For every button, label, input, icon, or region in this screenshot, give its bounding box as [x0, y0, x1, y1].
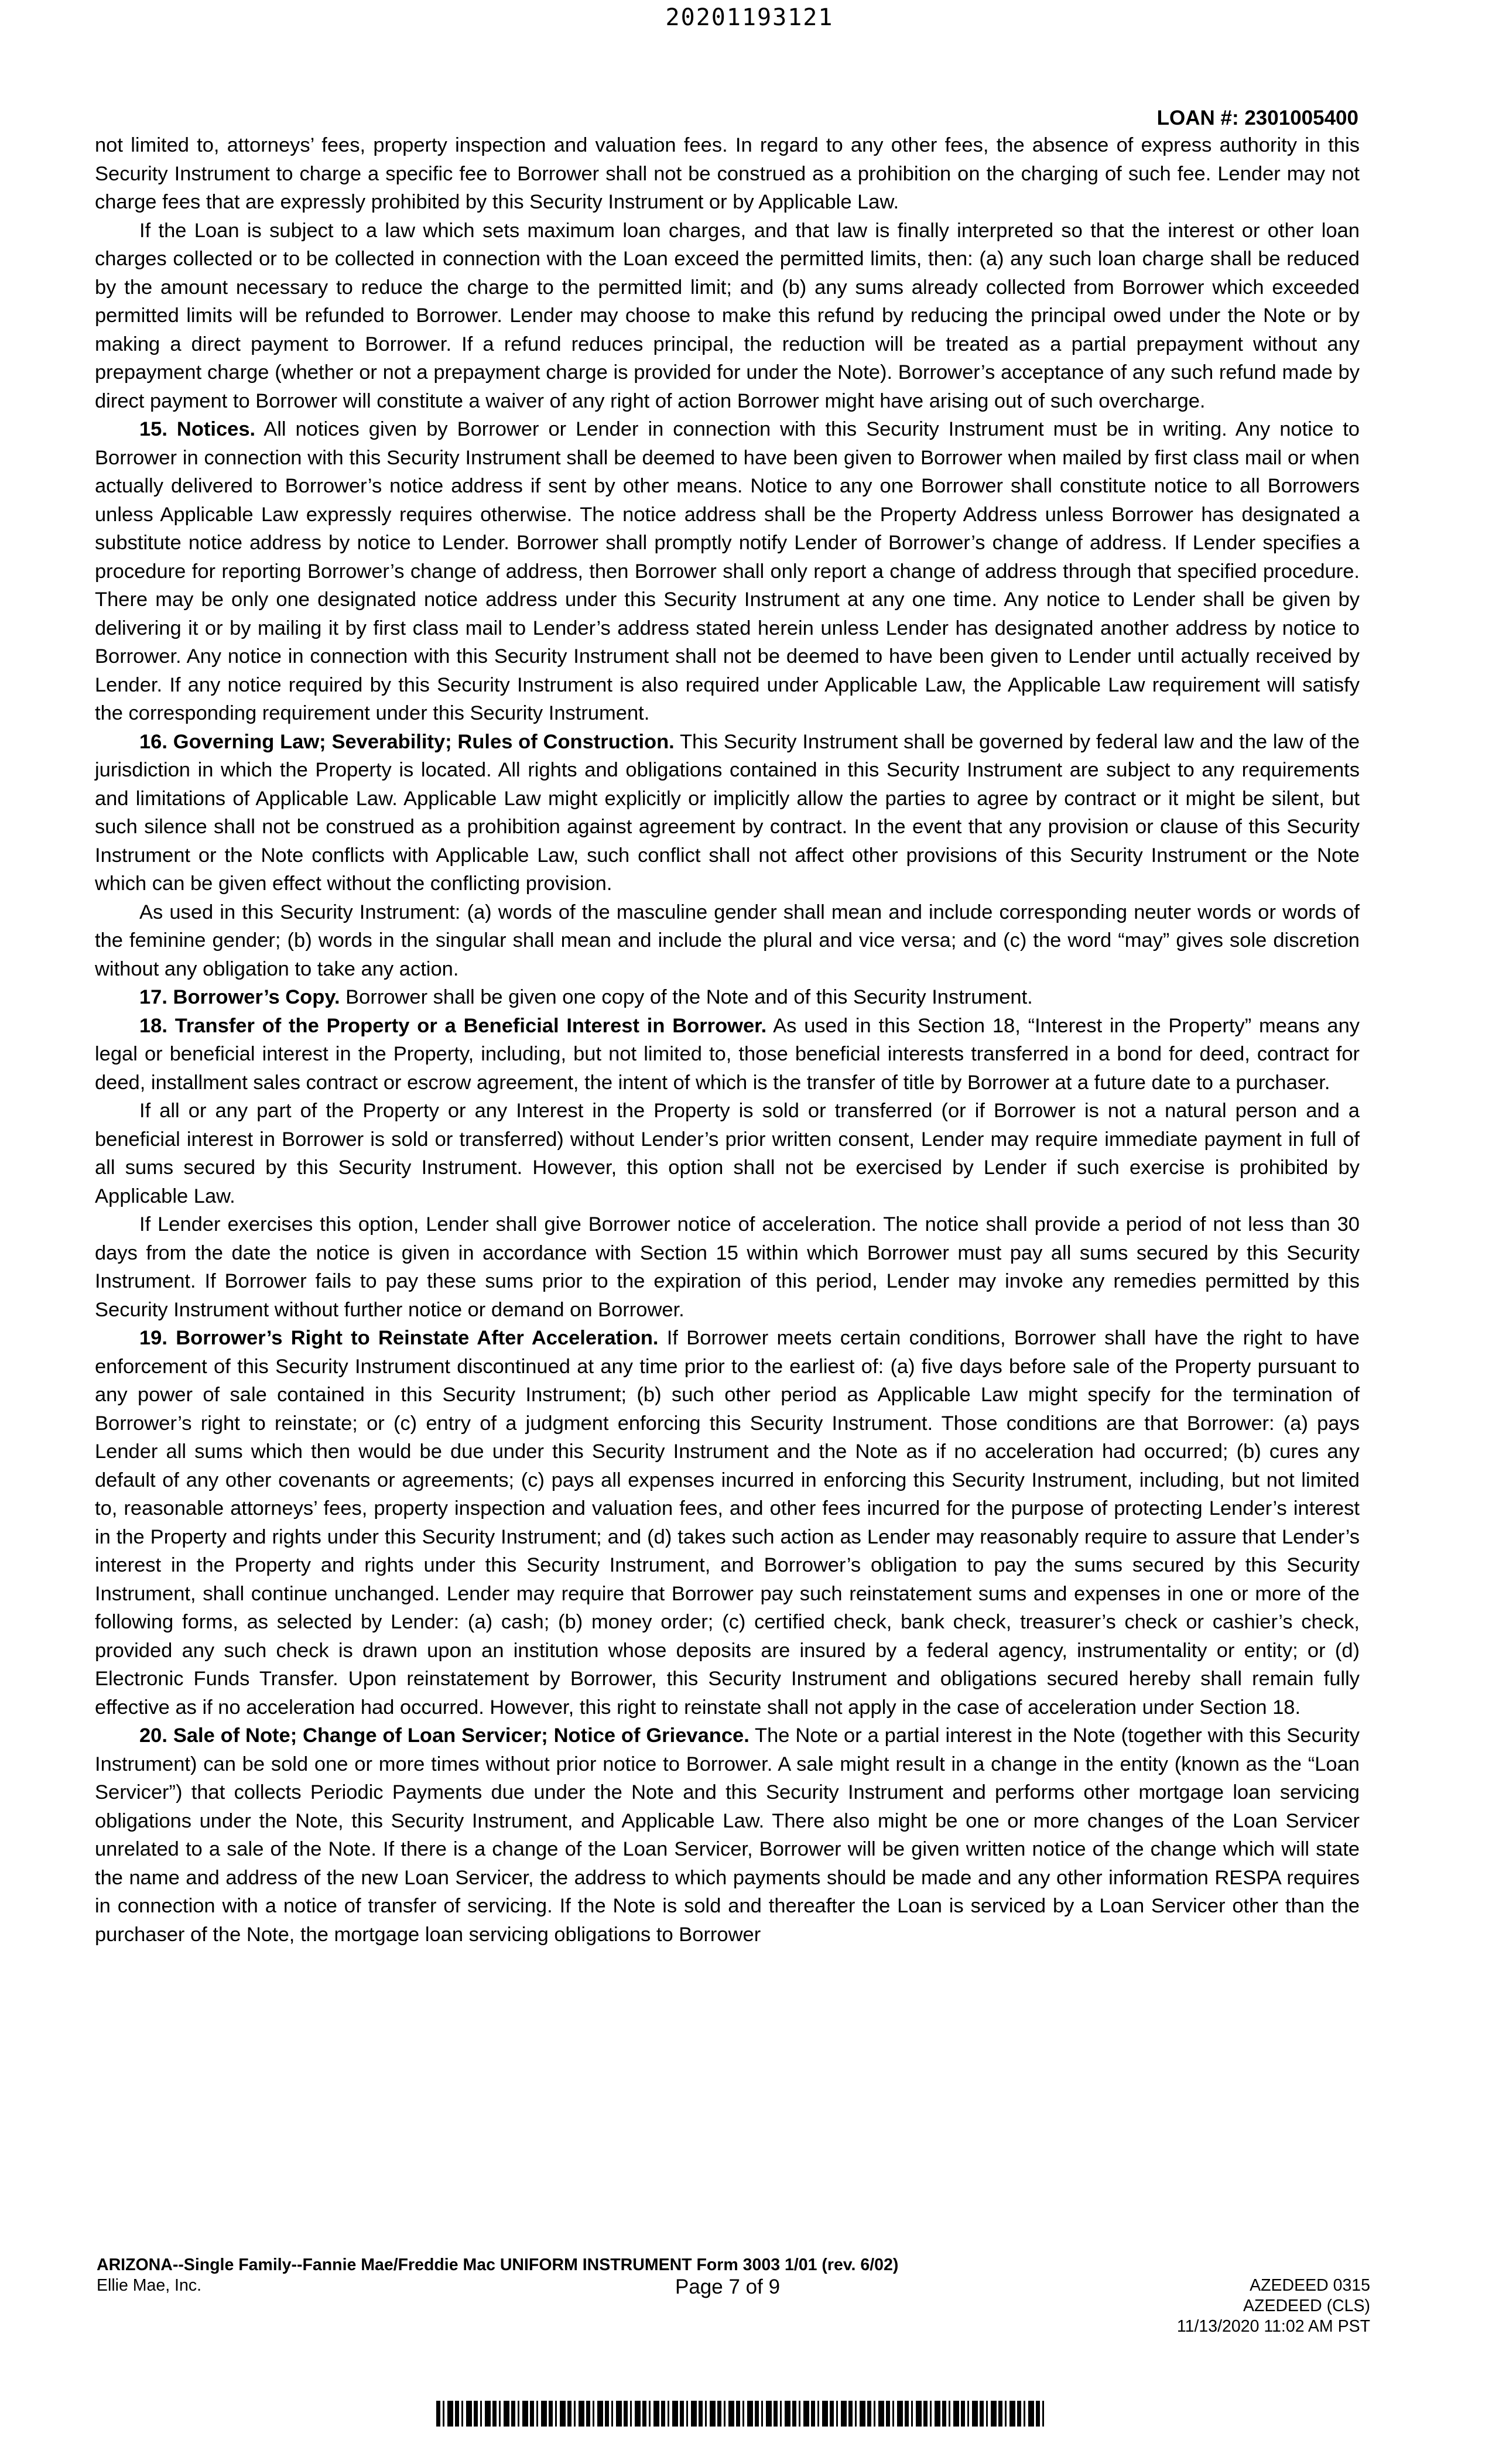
loan-number: LOAN #: 2301005400	[1156, 107, 1358, 129]
paragraph-text: The Note or a partial interest in the Note (together with this Security Instrument) can be sold one or more times without prior notice to Borrower. A sale might result in a change in the entity (known as the “Loan Servicer”) that collects Periodic Payments due under the Note and this Security Instrument and performs other mortgage loan servicing obligations under the Note, this Security Instrument, and Applicable Law. There also might be one or more changes of the Loan Servicer unrelated to a sale of the Note. If there is a change of the Loan Servicer, Borrower will be given written notice of the change which will state the name and address of the new Loan Servicer, the address to which payments should be made and any other information RESPA requires in connection with a notice of transfer of servicing. If the Note is sold and thereafter the Loan is serviced by a Loan Servicer other than the purchaser of the Note, the mortgage loan servicing obligations to Borrower	[95, 1724, 1360, 1946]
section-heading: 18. Transfer of the Property or a Beneficial Interest in Borrower.	[139, 1014, 767, 1037]
form-code: AZEDEED 0315	[1250, 2276, 1370, 2295]
section-heading: 17. Borrower’s Copy.	[139, 986, 340, 1008]
form-identifier: ARIZONA--Single Family--Fannie Mae/Freddie Mac UNIFORM INSTRUMENT Form 3003 1/01 (rev. 6/02)	[97, 2256, 899, 2274]
paragraph	[95, 1210, 1360, 1324]
paragraph	[95, 1097, 1360, 1210]
print-timestamp: 11/13/2020 11:02 AM PST	[1176, 2317, 1370, 2336]
recording-number: 20201193121	[665, 4, 834, 31]
paragraph-text: If Lender exercises this option, Lender shall give Borrower notice of acceleration. The notice shall provide a period of not less than 30 days from the date the notice is given in accordance with Section 15 within which Borrower must pay all sums secured by this Security Instrument. If Borrower fails to pay these sums prior to the expiration of this period, Lender may invoke any remedies permitted by this Security Instrument without further notice or demand on Borrower.	[95, 1213, 1360, 1321]
paragraph	[95, 415, 1360, 728]
paragraph	[95, 1324, 1360, 1722]
paragraph	[95, 131, 1360, 217]
paragraph	[95, 983, 1360, 1012]
section-heading: 15. Notices.	[139, 418, 256, 440]
paragraph-text: As used in this Security Instrument: (a) words of the masculine gender shall mean and include corresponding neuter words or words of the feminine gender; (b) words in the singular shall mean and include the plural and vice versa; and (c) the word “may” gives sole discretion without any obligation to take any action.	[95, 901, 1360, 980]
paragraph	[95, 1012, 1360, 1097]
paragraph-text: Borrower shall be given one copy of the Note and of this Security Instrument.	[340, 986, 1033, 1008]
paragraph	[95, 898, 1360, 984]
section-heading: 20. Sale of Note; Change of Loan Servicer; Notice of Grievance.	[139, 1724, 750, 1747]
paragraph-text: If the Loan is subject to a law which sets maximum loan charges, and that law is finally interpreted so that the interest or other loan charges collected or to be collected in connection with the Loan exceed the permitted limits, then: (a) any such loan charge shall be reduced by the amount necessary to reduce the charge to the permitted limit; and (b) any sums already collected from Borrower which exceeded permitted limits will be refunded to Borrower. Lender may choose to make this refund by reducing the principal owed under the Note or by making a direct payment to Borrower. If a refund reduces principal, the reduction will be treated as a partial prepayment without any prepayment charge (whether or not a prepayment charge is provided for under the Note). Borrower’s acceptance of any such refund made by direct payment to Borrower will constitute a waiver of any right of action Borrower might have arising out of such overcharge.	[95, 219, 1360, 412]
paragraph-text: If all or any part of the Property or any Interest in the Property is sold or transferred (or if Borrower is not a natural person and a beneficial interest in Borrower is sold or transferred) without Lender’s prior written consent, Lender may require immediate payment in full of all sums secured by this Security Instrument. However, this option shall not be exercised by Lender if such exercise is prohibited by Applicable Law.	[95, 1100, 1360, 1207]
paragraph-text: If Borrower meets certain conditions, Borrower shall have the right to have enforcement of this Security Instrument discontinued at any time prior to the earliest of: (a) five days before sale of the Property pursuant to any power of sale contained in this Security Instrument; (b) such other period as Applicable Law might specify for the termination of Borrower’s right to reinstate; or (c) entry of a judgment enforcing this Security Instrument. Those conditions are that Borrower: (a) pays Lender all sums which then would be due under this Security Instrument and the Note as if no acceleration had occurred; (b) cures any default of any other covenants or agreements; (c) pays all expenses incurred in enforcing this Security Instrument, including, but not limited to, reasonable attorneys’ fees, property inspection and valuation fees, and other fees incurred for the purpose of protecting Lender’s interest in the Property and rights under this Security Instrument; and (d) takes such action as Lender may reasonably require to assure that Lender’s interest in the Property and rights under this Security Instrument, and Borrower’s obligation to pay the sums secured by this Security Instrument, shall continue unchanged. Lender may require that Borrower pay such reinstatement sums and expenses in one or more of the following forms, as selected by Lender: (a) cash; (b) money order; (c) certified check, bank check, treasurer’s check or cashier’s check, provided any such check is drawn upon an institution whose deposits are insured by a federal agency, instrumentality or entity; or (d) Electronic Funds Transfer. Upon reinstatement by Borrower, this Security Instrument and obligations secured hereby shall remain fully effective as if no acceleration had occurred. However, this right to reinstate shall not apply in the case of acceleration under Section 18.	[95, 1327, 1360, 1719]
paragraph-text: not limited to, attorneys’ fees, property inspection and valuation fees. In regard to any other fees, the absence of express authority in this Security Instrument to charge a specific fee to Borrower shall not be construed as a prohibition on the charging of such fee. Lender may not charge fees that are expressly prohibited by this Security Instrument or by Applicable Law.	[95, 134, 1360, 213]
section-heading: 16. Governing Law; Severability; Rules of Construction.	[139, 730, 675, 753]
form-code-cls: AZEDEED (CLS)	[1243, 2297, 1370, 2315]
page-number: Page 7 of 9	[675, 2275, 781, 2298]
company-name: Ellie Mae, Inc.	[97, 2276, 201, 2295]
paragraph-text: As used in this Section 18, “Interest in the Property” means any legal or beneficial interest in the Property, including, but not limited to, those beneficial interests transferred in a bond for deed, contract for deed, installment sales contract or escrow agreement, the intent of which is the transfer of title by Borrower at a future date to a purchaser.	[95, 1014, 1360, 1094]
paragraph	[95, 1722, 1360, 1949]
section-heading: 19. Borrower’s Right to Reinstate After Acceleration.	[139, 1327, 659, 1349]
paragraph	[95, 217, 1360, 416]
page-footer	[97, 2255, 1370, 2337]
form-codes	[1177, 2275, 1370, 2337]
barcode	[436, 2401, 1045, 2427]
paragraph-text: This Security Instrument shall be governed by federal law and the law of the jurisdiction in which the Property is located. All rights and obligations contained in this Security Instrument are subject to any requirements and limitations of Applicable Law. Applicable Law might explicitly or implicitly allow the parties to agree by contract or it might be silent, but such silence shall not be construed as a prohibition against agreement by contract. In the event that any provision or clause of this Security Instrument or the Note conflicts with Applicable Law, such conflict shall not affect other provisions of this Security Instrument or the Note which can be given effect without the conflicting provision.	[95, 730, 1360, 895]
document-body	[95, 131, 1360, 1949]
paragraph	[95, 728, 1360, 898]
paragraph-text: All notices given by Borrower or Lender in connection with this Security Instrument must be in writing. Any notice to Borrower in connection with this Security Instrument shall be deemed to have been given to Borrower when mailed by first class mail or when actually delivered to Borrower’s notice address if sent by other means. Notice to any one Borrower shall constitute notice to all Borrowers unless Applicable Law expressly requires otherwise. The notice address shall be the Property Address unless Borrower has designated a substitute notice address by notice to Lender. Borrower shall promptly notify Lender of Borrower’s change of address. If Lender specifies a procedure for reporting Borrower’s change of address, then Borrower shall only report a change of address through that specified procedure. There may be only one designated notice address under this Security Instrument at any one time. Any notice to Lender shall be given by delivering it or by mailing it by first class mail to Lender’s address stated herein unless Lender has designated another address by notice to Borrower. Any notice in connection with this Security Instrument shall not be deemed to have been given to Lender until actually received by Lender. If any notice required by this Security Instrument is also required under Applicable Law, the Applicable Law requirement will satisfy the corresponding requirement under this Security Instrument.	[95, 418, 1360, 724]
